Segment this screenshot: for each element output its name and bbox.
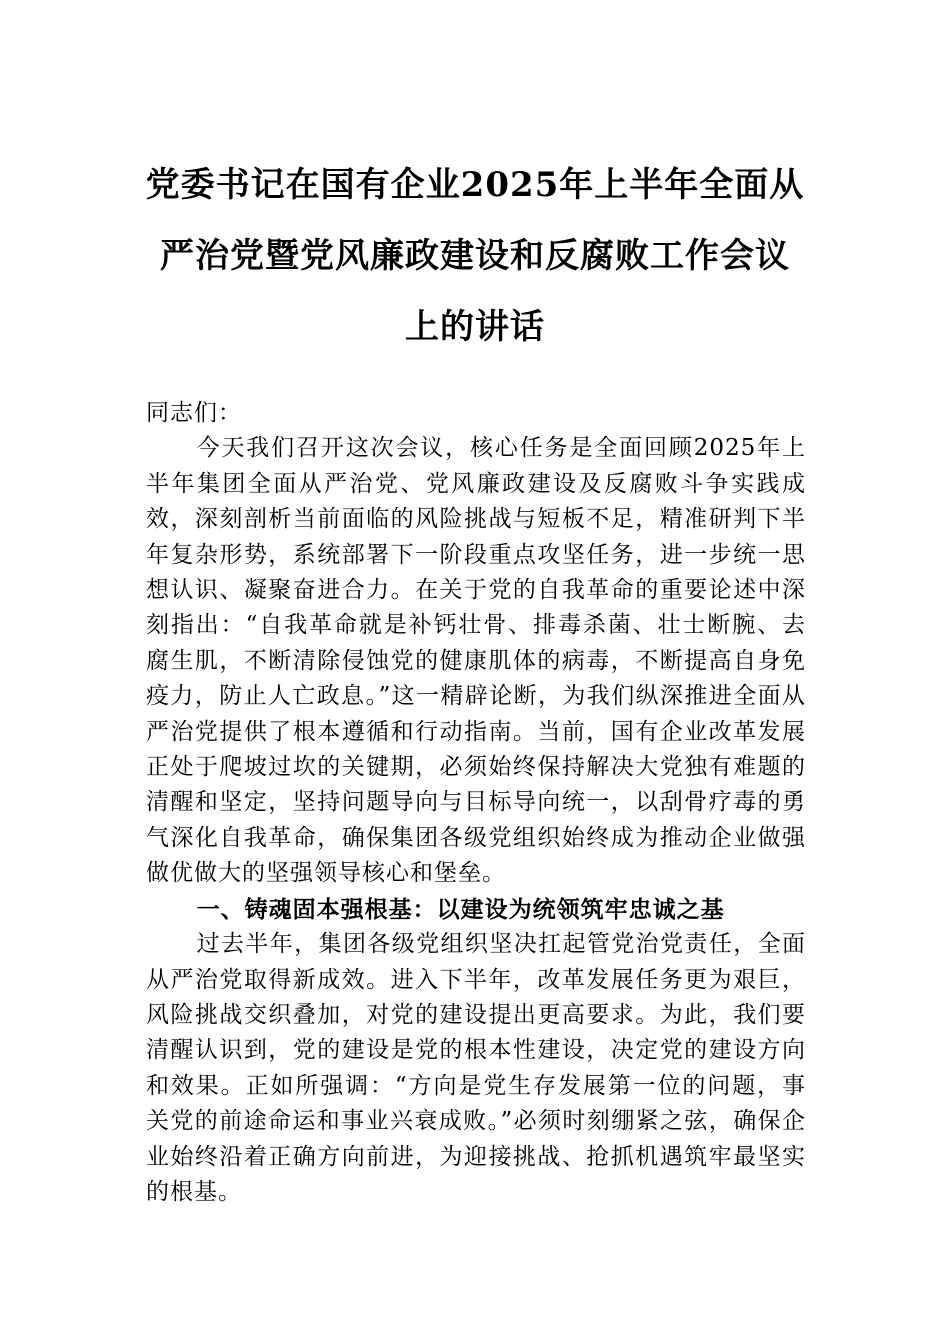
document-body [146, 396, 806, 1210]
paragraph-intro: 今天我们召开这次会议，核心任务是全面回顾2025年上半年集团全面从严治党、党风廉政建设及反腐败斗争实践成效，深刻剖析当前面临的风险挑战与短板不足，精准研判下半年复杂形势，系统部署下一阶段重点攻坚任务，进一步统一思想认识、凝聚奋进合力。在关于党的自我革命的重要论述中深刻指出：“自我革命就是补钙壮骨、排毒杀菌、壮士断腕、去腐生肌，不断清除侵蚀党的健康肌体的病毒，不断提高自身免疫力，防止人亡政息。”这一精辟论断，为我们纵深推进全面从严治党提供了根本遵循和行动指南。当前，国有企业改革发展正处于爬坡过坎的关键期，必须始终保持解决大党独有难题的清醒和坚定，坚持问题导向与目标导向统一，以刮骨疗毒的勇气深化自我革命，确保集团各级党组织始终成为推动企业做强做优做大的坚强领导核心和堡垒。 [146, 435, 806, 887]
paragraph-section-1: 过去半年，集团各级党组织坚决扛起管党治党责任，全面从严治党取得新成效。进入下半年，改革发展任务更为艰巨，风险挑战交织叠加，对党的建设提出更高要求。为此，我们要清醒认识到，党的建设是党的根本性建设，决定党的建设方向和效果。正如所强调：“方向是党生存发展第一位的问题，事关党的前途命运和事业兴衰成败。”必须时刻绷紧之弦，确保企业始终沿着正确方向前进，为迎接挑战、抢抓机遇筑牢最坚实的根基。 [146, 931, 806, 1205]
section-heading-1: 一、铸魂固本强根基：以建设为统领筑牢忠诚之基 [196, 895, 725, 923]
title-line-1: 党委书记在国有企业2025年上半年全面从 [145, 165, 805, 205]
document-title [140, 150, 810, 363]
title-line-2: 严治党暨党风廉政建设和反腐败工作会议 [160, 236, 790, 276]
salutation: 同志们： [146, 400, 242, 426]
title-line-3: 上的讲话 [405, 307, 545, 347]
